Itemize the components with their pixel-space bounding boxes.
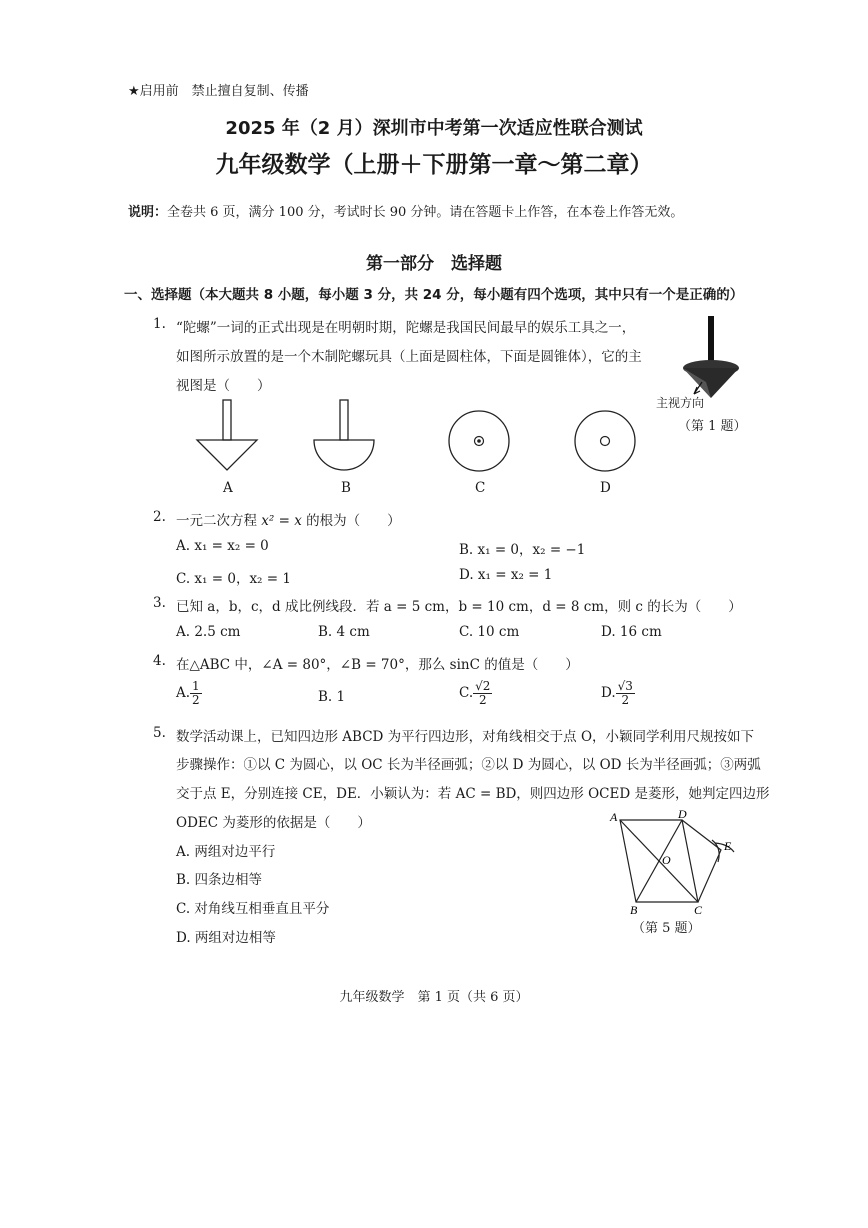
question-2-option-d: D. x₁ = x₂ = 1	[459, 567, 553, 583]
question-1-line-1: “陀螺”一词的正式出现是在明朝时期，陀螺是我国民间最早的娱乐工具之一，	[176, 320, 636, 336]
question-1-option-c: C	[475, 480, 486, 496]
exam-subtitle: 九年级数学（上册＋下册第一章～第二章）	[215, 151, 653, 178]
question-2-option-c: C. x₁ = 0，x₂ = 1	[176, 571, 291, 587]
question-4-option-d	[601, 680, 635, 707]
question-1-option-a: A	[223, 480, 233, 496]
question-5-option-d: D. 两组对边相等	[176, 930, 276, 946]
question-1-option-d: D	[600, 480, 611, 496]
option-a-label: A.	[176, 685, 191, 701]
question-2-number: 2.	[153, 509, 166, 525]
point-a-label: A	[610, 810, 618, 824]
question-2-stem-post: 的根为（ ）	[301, 513, 401, 529]
question-3-stem: 已知 a，b，c，d 成比例线段．若 a = 5 cm，b = 10 cm，d = 8 cm，则 c 的长为（ ）	[176, 599, 742, 615]
part-title: 第一部分 选择题	[366, 254, 502, 274]
point-d-label: D	[678, 807, 687, 821]
option-d-label: D.	[601, 685, 616, 701]
option-d-fraction	[616, 680, 635, 707]
instructions-label: 说明：	[128, 205, 168, 220]
option-a-numerator: 1	[192, 679, 200, 693]
question-3-option-b: B. 4 cm	[318, 624, 370, 640]
question-4-option-c	[459, 680, 492, 707]
option-a-fraction	[190, 680, 202, 707]
option-d-figure	[572, 408, 642, 478]
question-2-stem-pre: 一元二次方程	[176, 513, 262, 529]
point-e-label: E	[724, 839, 732, 853]
question-3-option-a: A. 2.5 cm	[176, 624, 241, 640]
option-c-fraction	[473, 680, 492, 707]
exam-title: 2025 年（2 月）深圳市中考第一次适应性联合测试	[225, 118, 643, 139]
question-3-number: 3.	[153, 595, 166, 611]
question-1-number: 1.	[153, 316, 166, 332]
page-footer: 九年级数学 第 1 页（共 6 页）	[339, 990, 529, 1005]
option-c-numerator: √2	[475, 679, 491, 693]
point-c-label: C	[694, 903, 703, 916]
option-d-denominator: 2	[621, 693, 630, 707]
question-5-line-2: 步骤操作：①以 C 为圆心，以 OC 长为半径画弧；②以 D 为圆心，以 OD 长为半径画弧；③两弧	[176, 757, 761, 773]
question-4-option-a	[176, 680, 202, 707]
question-1-line-2: 如图所示放置的是一个木制陀螺玩具（上面是圆柱体，下面是圆锥体），它的主	[176, 349, 642, 365]
question-4-number: 4.	[153, 653, 166, 669]
question-5-option-a: A. 两组对边平行	[176, 844, 276, 860]
question-5-option-b: B. 四条边相等	[176, 872, 263, 888]
question-5-option-c: C. 对角线互相垂直且平分	[176, 901, 330, 917]
question-5-number: 5.	[153, 725, 166, 741]
question-4-stem: 在△ABC 中，∠A = 80°，∠B = 70°，那么 sinC 的值是（ ）	[176, 657, 579, 673]
option-a-denominator: 2	[192, 693, 200, 707]
option-c-label: C.	[459, 685, 474, 701]
instructions	[128, 201, 683, 220]
question-1-figure-caption: （第 1 题）	[678, 419, 747, 434]
question-5-line-3: 交于点 E，分别连接 CE，DE．小颖认为：若 AC = BD，则四边形 OCED 是菱形，她判定四边形	[176, 786, 770, 802]
question-5-line-1: 数学活动课上，已知四边形 ABCD 为平行四边形，对角线相交于点 O，小颖同学利用尺规按如下	[176, 729, 755, 745]
question-5-line-4: ODEC 为菱形的依据是（ ）	[176, 815, 371, 831]
point-b-label: B	[630, 903, 638, 916]
point-o-label: O	[662, 853, 671, 867]
question-4-option-b: B. 1	[318, 689, 346, 705]
option-d-numerator: √3	[617, 679, 633, 693]
question-2-stem	[176, 509, 401, 529]
question-2-option-a: A. x₁ = x₂ = 0	[176, 538, 269, 554]
question-1-option-b: B	[341, 480, 351, 496]
question-3-option-c: C. 10 cm	[459, 624, 520, 640]
question-1-line-3: 视图是（ ）	[176, 378, 271, 394]
question-5-figure-caption: （第 5 题）	[632, 921, 701, 936]
section-title: 一、选择题（本大题共 8 小题，每小题 3 分，共 24 分，每小题有四个选项，其中只有一个是正确的）	[124, 287, 744, 303]
option-a-figure	[190, 396, 270, 476]
parallelogram-figure	[600, 806, 750, 916]
view-direction-label: 主视方向	[656, 396, 705, 410]
instructions-text: 全卷共 6 页，满分 100 分，考试时长 90 分钟。请在答题卡上作答，在本卷上作答无效。	[167, 205, 684, 220]
option-c-denominator: 2	[478, 693, 487, 707]
question-3-option-d: D. 16 cm	[601, 624, 662, 640]
top-note: ★启用前 禁止擅自复制、传播	[128, 84, 309, 99]
question-2-option-b: B. x₁ = 0，x₂ = −1	[459, 542, 586, 558]
option-c-figure	[446, 408, 516, 478]
question-2-equation: x² = x	[261, 513, 302, 529]
option-b-figure	[310, 396, 390, 476]
